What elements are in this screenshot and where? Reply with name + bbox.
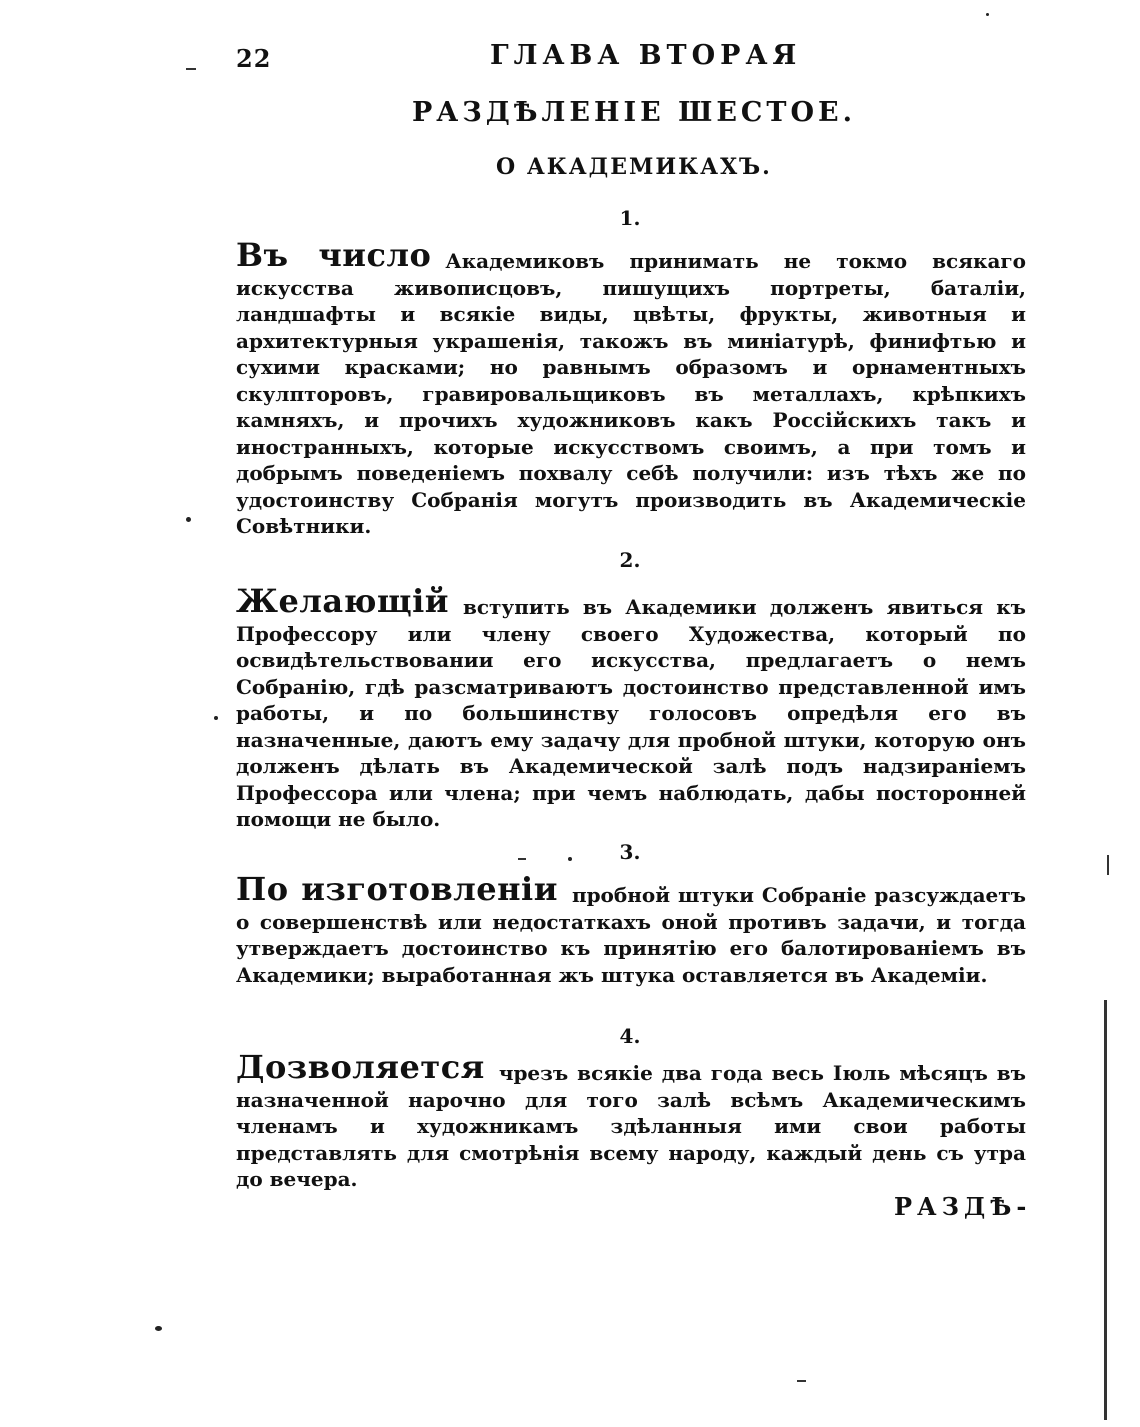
scan-mark	[518, 858, 526, 860]
scan-speck	[214, 716, 218, 720]
page-number: 22	[236, 44, 272, 73]
section-title: О АКАДЕМИКАХЪ.	[496, 154, 772, 180]
paragraph-3	[236, 870, 1026, 988]
paragraph-2	[236, 582, 1026, 833]
paragraph-lead: Въ число	[236, 236, 432, 274]
paragraph-number: 2.	[619, 548, 641, 572]
paragraph-1	[236, 236, 1027, 540]
paragraph-number: 1.	[619, 206, 641, 230]
catchword: РАЗДѢ-	[894, 1192, 1032, 1221]
scan-mark	[797, 1380, 806, 1382]
paragraph-4	[236, 1048, 1026, 1193]
paragraph-lead: Дозволяется	[236, 1048, 485, 1086]
paragraph-text: вступить въ Академики долженъ явиться къ Профессору или члену своего Художества, который по освидѣтельствовании его искусства, предлагаетъ о немъ Собранію, гдѣ разсматриваютъ достоинство представленной имъ работы, и по большинству голосовъ опредѣля его въ назначенные, даютъ ему задачу для пробной штуки, которую онъ долженъ дѣлать въ Академической залѣ подъ надзираніемъ Профессора или члена; при чемъ наблюдать, дабы посторонней помощи не было.	[236, 595, 1026, 831]
scan-speck	[186, 517, 191, 522]
paragraph-text: чрезъ всякіе два года весь Іюль мѣсяцъ въ назначенной нарочно для того залѣ всѣмъ Академическимъ членамъ и художникамъ здѣланныя ими свои работы представлять для смотрѣнія всему народу, каждый день съ утра до вечера.	[236, 1061, 1026, 1191]
paragraph-text: Академиковъ принимать не токмо всякаго искусства живописцовъ, пишущихъ портреты, баталіи, ландшафты и всякіе виды, цвѣты, фрукты, животныя и архитектурныя украшенія, такожъ въ миніатурѣ, финифтью и сухими красками; но равнымъ образомъ и орнаментныхъ скулпторовъ, гравировальщиковъ въ металлахъ, крѣпкихъ камняхъ, и прочихъ художниковъ какъ Россійскихъ такъ и иностранныхъ, которые искусствомъ своимъ, а при томъ и добрымъ поведеніемъ похвалу себѣ получили: изъ тѣхъ же по удостоинству Собранія могутъ производить въ Академическіе Совѣтники.	[236, 249, 1027, 538]
paragraph-number: 4.	[619, 1024, 641, 1048]
chapter-title: ГЛАВА ВТОРАЯ	[490, 40, 802, 71]
scan-mark	[186, 68, 196, 70]
page-edge-line	[1107, 855, 1109, 875]
paragraph-text: пробной штуки Собраніе разсуждаетъ о совершенствѣ или недостаткахъ оной противъ задачи, и тогда утверждаетъ достоинство къ принятію его балотированіемъ въ Академики; выработанная жъ штука оставляется въ Академіи.	[236, 883, 1026, 987]
paragraph-lead: Желающій	[236, 582, 449, 620]
scan-speck	[155, 1326, 162, 1331]
paragraph-number: 3.	[619, 840, 641, 864]
page-edge-line	[1104, 1000, 1107, 1420]
scan-speck	[986, 13, 989, 16]
division-title: РАЗДѢЛЕНІЕ ШЕСТОЕ.	[412, 97, 857, 128]
scan-speck	[568, 857, 572, 861]
paragraph-lead: По изготовленіи	[236, 870, 558, 908]
